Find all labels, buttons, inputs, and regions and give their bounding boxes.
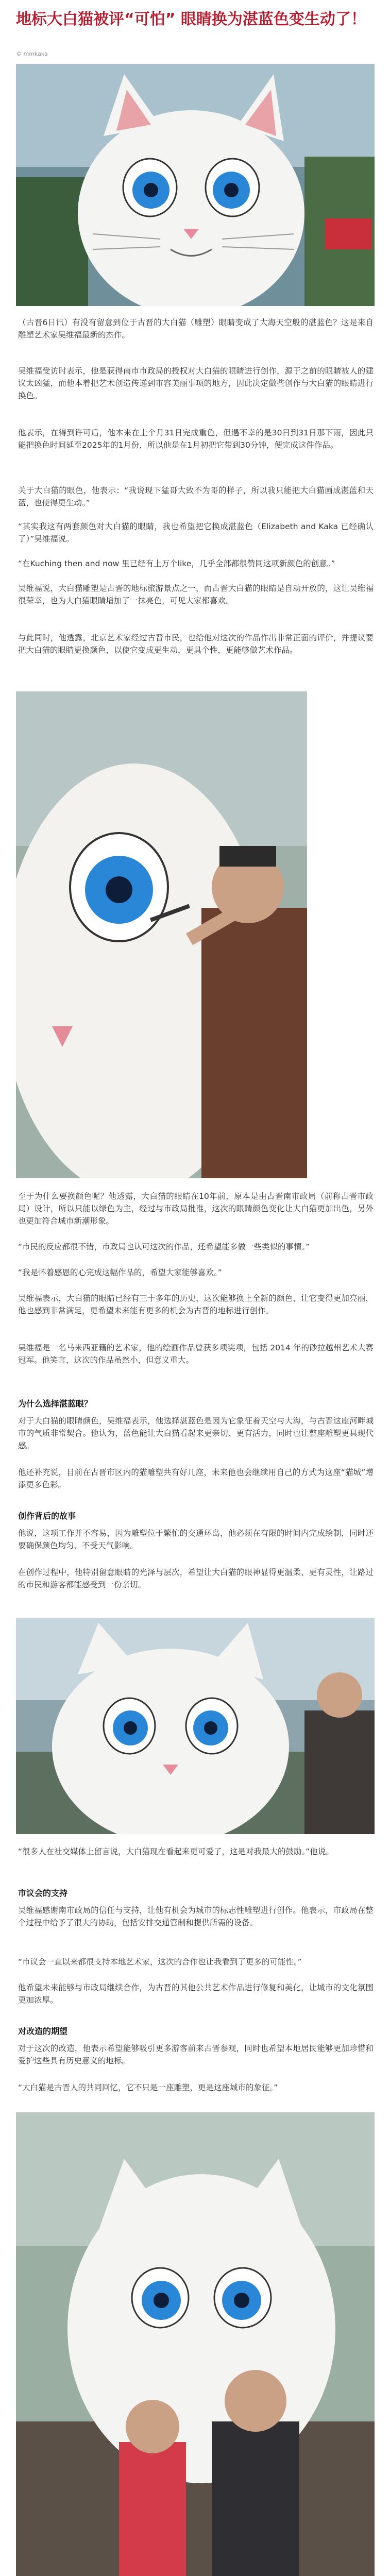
paragraph: “市民的反应都很不错，市政局也认可这次的作品，还希望能多做一些类似的事情。”: [18, 1242, 310, 1251]
section-heading: 创作背后的故事: [18, 1511, 76, 1521]
paragraph: 关于大白猫的眼色，他表示：“我说现下猛哥大致不为哥的样子，所以我只能把大白猫画成湛蓝和天蓝，也使得更生动。”: [18, 486, 374, 507]
paragraph: “很多人在社交媒体上留言说，大白猫现在看起来更可爱了，这是对我最大的鼓励。”他说。: [18, 1847, 334, 1856]
article-byline: © mmkaka: [16, 50, 48, 57]
paragraph: 他还补充说，目前在古晋市区内的猫雕塑共有好几座，未来他也会继续用自己的方式为这座“猫城”增添更多色彩。: [18, 1468, 374, 1489]
section-heading: 市议会的支持: [18, 1888, 68, 1898]
paragraph: 与此同时，他透露，北京艺术家经过古晋市民，也给他对这次的作品作出非常正面的评价，并提议要把大白猫的眼睛更换颜色，以使它变成更生动，更具个性，更能够做艺术作品。: [18, 633, 374, 655]
photo-cat-statue: [16, 64, 375, 306]
photo-cat-and-artist: [16, 1618, 375, 1834]
paragraph: 在创作过程中，他特别留意眼睛的光泽与层次，希望让大白猫的眼神显得更温柔、更有灵性，让路过的市民和游客都能感受到一份亲切。: [18, 1568, 374, 1589]
article-title: 地标大白猫被评“可怕” 眼睛换为湛蓝色变生动了！: [16, 10, 366, 28]
paragraph: 吴维福表示，大白猫的眼睛已经有三十多年的历史，这次能够换上全新的颜色，让它变得更加亮丽，他也感到非常满足，更希望未来能有更多的机会为古晋的地标进行创作。: [18, 1294, 374, 1315]
paragraph: “在Kuching then and now 里已经有上万个like，几乎全部都很赞同这项新颜色的创意。”: [18, 559, 335, 568]
photo-artist-painting: [16, 691, 307, 1178]
paragraph: 他希望未来能够与市政局继续合作，为古晋的其他公共艺术作品进行修复和美化，让城市的文化氛围更加浓厚。: [18, 1983, 374, 2005]
paragraph: 吴维福是一名马来西亚籍的艺术家，他的绘画作品曾获多项奖项，包括 2014 年的砂拉越州艺术大赛冠军。他笑言，这次的作品虽然小，但意义重大。: [18, 1343, 374, 1365]
paragraph: “大白猫是古晋人的共同回忆，它不只是一座雕塑，更是这座城市的象征。”: [18, 2083, 278, 2092]
paragraph: 他表示，在得到许可后，他本来在上个月31日完成重色，但遇不幸的是30日到31日那下雨，因此只能把换色时间延至2025年的1月份，所以他是在1月初把它带到30分钟，便完成这件作品。: [18, 428, 374, 450]
paragraph: 至于为什么要换颜色呢？他透露，大白猫的眼睛在10年前，原本是由古晋南市政局（前称古晋市政局）设计，所以只能以绿色为主，经过与市政局批准，这次的眼睛颜色变化让大白猫更加出色，另外也更加符合城市新潮形象。: [18, 1192, 374, 1226]
paragraph: 对于大白猫的眼睛颜色，吴维福表示，他选择湛蓝色是因为它象征着天空与大海，与古晋这座河畔城市的气质非常契合。他认为，蓝色能让大白猫看起来更亲切、更有活力，同时也让整座雕塑更具现代感。: [18, 1416, 374, 1450]
paragraph: “市议会一直以来都很支持本地艺术家，这次的合作也让我看到了更多的可能性。”: [18, 1957, 302, 1967]
section-heading: 对改造的期望: [18, 2026, 68, 2036]
photo-family-with-cat: [16, 2112, 375, 2576]
paragraph: “其实我这有两套颜色对大白猫的眼睛，我也希望把它换成湛蓝色（Elizabeth and Kaka 已经确认了）”吴维福说。: [18, 522, 374, 544]
paragraph: 吴维福说，大白猫雕塑是古晋的地标旅游景点之一，而古晋大白猫的眼睛是自动开放的，这让吴维福很荣幸，也为大白猫眼睛增加了一抹亮色，可见大家都喜欢。: [18, 584, 374, 605]
section-heading: 为什么选择湛蓝眼？: [18, 1399, 93, 1409]
paragraph: 吴维福感谢南市政局的信任与支持，让他有机会为城市的标志性雕塑进行创作。他表示，市政局在整个过程中给予了很大的协助，包括安排交通管制和提供所需的设备。: [18, 1906, 374, 1927]
paragraph: （古晋6日讯）有没有留意到位于古晋的大白猫（雕塑）眼睛变成了大海天空般的湛蓝色？这是来自雕塑艺术家吴维福最新的杰作。: [18, 318, 374, 340]
paragraph: 对于这次的改造，他表示希望能够吸引更多游客前来古晋参观，同时也希望本地居民能够更加珍惜和爱护这些具有历史意义的地标。: [18, 2044, 374, 2065]
paragraph: “我是怀着感恩的心完成这幅作品的，希望大家能够喜欢。”: [18, 1268, 222, 1277]
paragraph: 吴维福受访时表示，他是获得南市市政局的授权对大白猫的眼睛进行创作，源于之前的眼睛被人的建议太凶猛，而他本着把艺术创造传递到市容美丽事项的地方，因此决定做些创作与大白猫的眼睛进行换色。: [18, 366, 374, 400]
paragraph: 他说，这项工作并不容易，因为雕塑位于繁忙的交通环岛，他必须在有限的时间内完成绘制，同时还要确保颜色均匀、不受天气影响。: [18, 1529, 374, 1550]
